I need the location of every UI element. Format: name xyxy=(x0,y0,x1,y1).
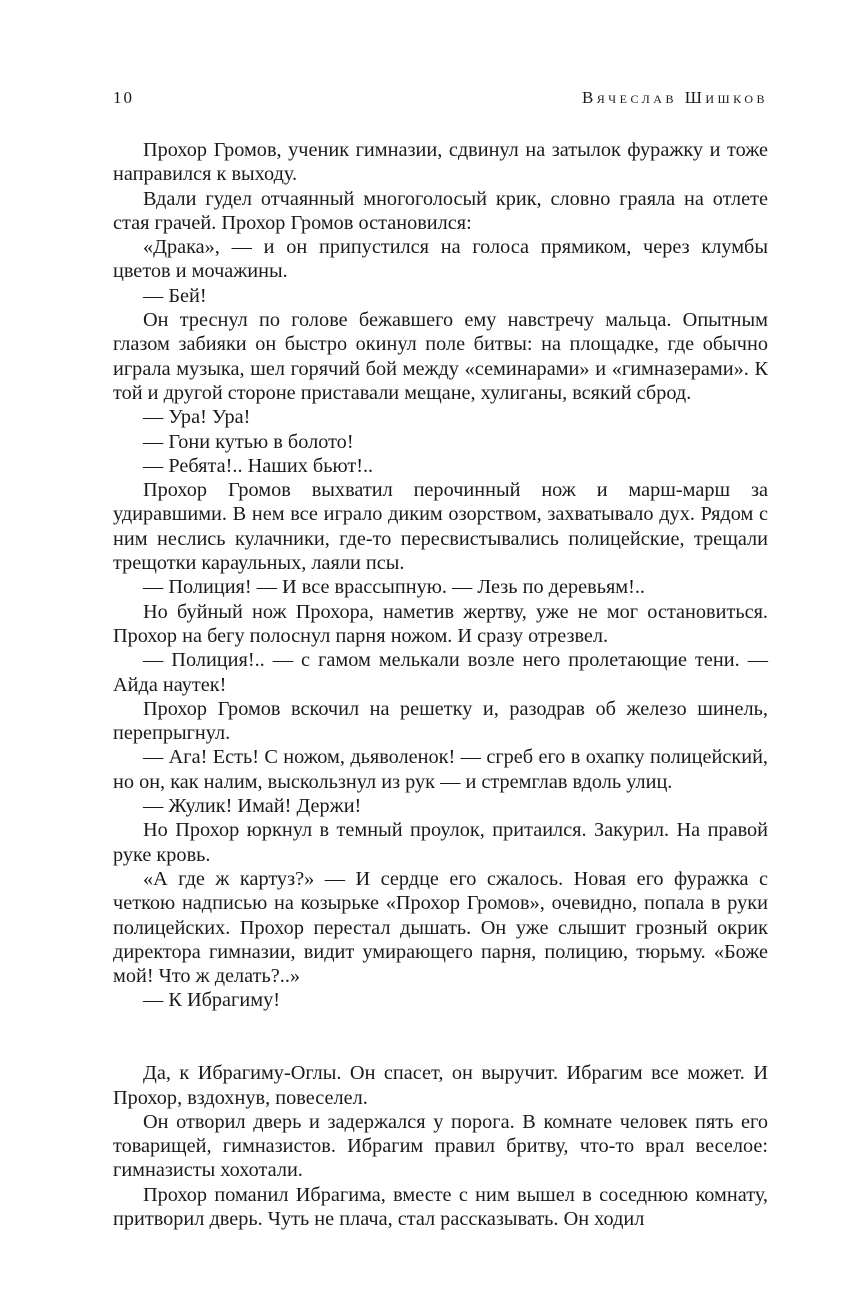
page-header xyxy=(113,88,768,114)
paragraph: Прохор Громов вскочил на решетку и, разодрав об железо шинель, перепрыгнул. xyxy=(113,697,768,745)
paragraph: «Драка», — и он припустился на голоса прямиком, через клумбы цветов и мочажины. xyxy=(113,236,768,283)
dialogue-line: — Ага! Есть! С ножом, дьяволенок! — сгреб его в охапку полицейский, но он, как налим, выскользнул из рук — и стремглав вдоль улиц. xyxy=(113,746,768,793)
paragraph: Прохор Громов выхватил перочинный нож и марш-марш за удиравшими. В нем все играло диким озорством, захватывало дух. Рядом с ним неслись кулачники, где-то пересвистывались полицейские, трещали трещотки караульных, лаяли псы. xyxy=(113,479,768,575)
paragraph: Да, к Ибрагиму-Оглы. Он спасет, он выручит. Ибрагим все может. И Прохор, вздохнув, повеселел. xyxy=(113,1062,768,1109)
paragraph: Вдали гудел отчаянный многоголосый крик, словно граяла на отлете стая грачей. Прохор Громов остановился: xyxy=(113,187,768,234)
dialogue-line: — К Ибрагиму! xyxy=(143,989,280,1012)
dialogue-line: — Гони кутью в болото! xyxy=(143,430,354,453)
paragraph: Прохор поманил Ибрагима, вместе с ним вышел в соседнюю комнату, притворил дверь. Чуть не плача, стал рассказывать. Он ходил xyxy=(113,1183,768,1231)
paragraph: Прохор Громов, ученик гимназии, сдвинул на затылок фуражку и тоже направился к выходу. xyxy=(113,139,768,186)
dialogue-line: — Бей! xyxy=(143,284,207,307)
dialogue-line: — Ура! Ура! xyxy=(143,406,251,429)
dialogue-line: — Полиция! — И все врассыпную. — Лезь по деревьям!.. xyxy=(143,576,646,599)
paragraph: Но Прохор юркнул в темный проулок, притаился. Закурил. На правой руке кровь. xyxy=(113,819,768,866)
paragraph: Но буйный нож Прохора, наметив жертву, уже не мог остановиться. Прохор на бегу полоснул парня ножом. И сразу отрезвел. xyxy=(113,600,768,647)
paragraph: Он отворил дверь и задержался у порога. В комнате человек пять его товарищей, гимназистов. Ибрагим правил бритву, что-то врал веселое: гимназисты хохотали. xyxy=(113,1110,768,1182)
body-text xyxy=(113,138,768,1231)
running-head-author: Вячеслав Шишков xyxy=(581,88,768,107)
dialogue-line: — Жулик! Имай! Держи! xyxy=(143,795,362,818)
paragraph: «А где ж картуз?» — И сердце его сжалось. Новая его фуражка с четкою надписью на козырьке «Прохор Громов», очевидно, попала в руки полицейских. Прохор перестал дышать. Он уже слышит грозный окрик директора гимназии, видит умирающего парня, полицию, тюрьму. «Боже мой! Что ж делать?..» xyxy=(113,867,768,988)
paragraph: Он треснул по голове бежавшего ему навстречу мальца. Опытным глазом забияки он быстро окинул поле битвы: на площадке, где обычно играла музыка, шел горячий бой между «семинарами» и «гимназерами». К той и другой стороне приставали мещане, хулиганы, всякий сброд. xyxy=(113,309,768,404)
dialogue-line: — Полиция!.. — с гамом мелькали возле него пролетающие тени. — Айда наутек! xyxy=(113,649,768,696)
section-break xyxy=(113,1013,768,1062)
page-number: 10 xyxy=(113,88,134,107)
dialogue-line: — Ребята!.. Наших бьют!.. xyxy=(143,454,374,477)
